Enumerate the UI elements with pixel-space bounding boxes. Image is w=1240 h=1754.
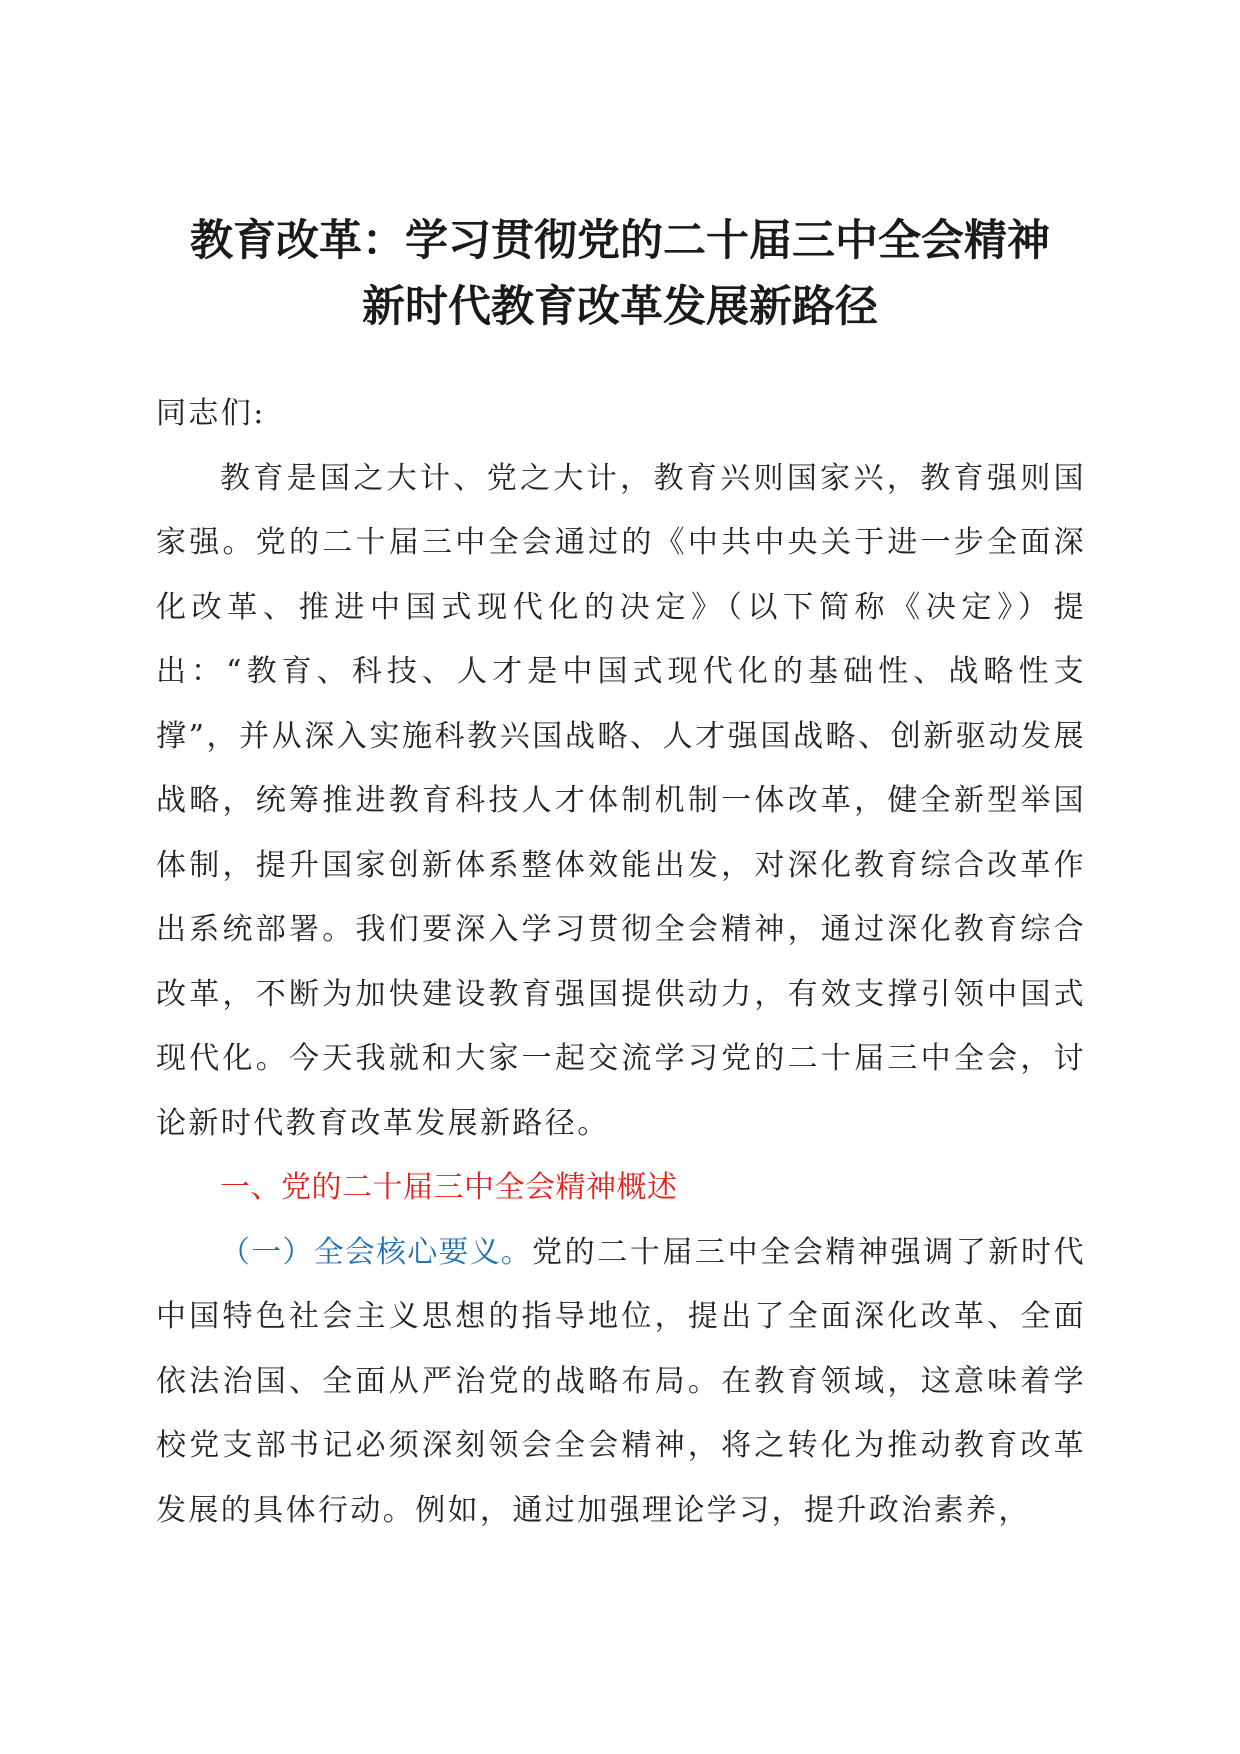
title-line-2: 新时代教育改革发展新路径 — [362, 282, 878, 332]
intro-paragraph: 教育是国之大计、党之大计，教育兴则国家兴，教育强则国家强。党的二十届三中全会通过的《中共中央关于进一步全面深化改革、推进中国式现代化的决定》（以下简称《决定》）提出：“教育、科技、人才是中国式现代化的基础性、战略性支撑”，并从深入实施科教兴国战略、人才强国战略、创新驱动发展战略，统筹推进教育科技人才体制机制一体改革，健全新型举国体制，提升国家创新体系整体效能出发，对深化教育综合改革作出系统部署。我们要深入学习贯彻全会精神，通过深化教育综合改革，不断为加快建设教育强国提供动力，有效支撑引领中国式现代化。今天我就和大家一起交流学习党的二十届三中全会，讨论新时代教育改革发展新路径。 — [156, 460, 1086, 1141]
document-body — [156, 382, 1086, 1543]
section-heading-1: 一、党的二十届三中全会精神概述 — [220, 1170, 678, 1205]
title-line-1: 教育改革：学习贯彻党的二十届三中全会精神 — [190, 216, 1050, 266]
subsection-text-1: 党的二十届三中全会精神强调了新时代中国特色社会主义思想的指导地位，提出了全面深化改革、全面依法治国、全面从严治党的战略布局。在教育领域，这意味着学校党支部书记必须深刻领会全会精神，将之转化为推动教育改革发展的具体行动。例如，通过加强理论学习，提升政治素养， — [156, 1234, 1086, 1528]
subsection-heading-1: （一）全会核心要义。 — [220, 1234, 532, 1270]
salutation: 同志们: — [156, 396, 266, 431]
subsection-paragraph-1 — [156, 1221, 1086, 1544]
document-title — [130, 208, 1110, 340]
